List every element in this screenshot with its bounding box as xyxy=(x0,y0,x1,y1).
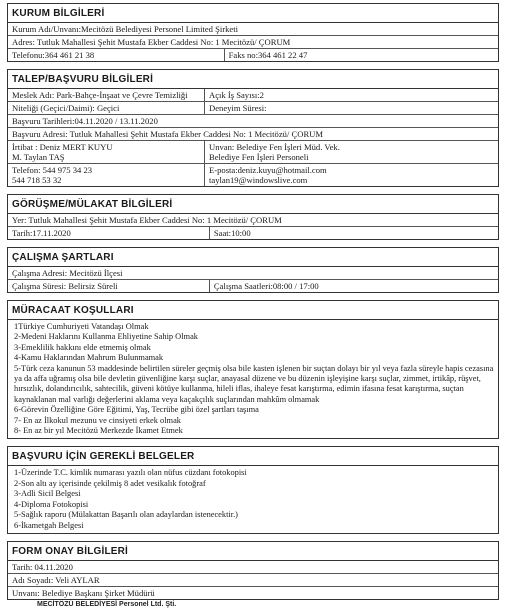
interview-section xyxy=(7,194,499,240)
application-address: Başvuru Adresi: Tutluk Mahallesi Şehit Mustafa Ekber Caddesi No: 1 Mecitözü/ ÇORUM xyxy=(12,129,324,139)
approval-section xyxy=(7,541,499,600)
work-duration: Çalışma Süresi: Belirsiz Süreli xyxy=(12,281,118,291)
documents-section xyxy=(7,446,499,533)
approval-title: FORM ONAY BİLGİLERİ xyxy=(8,542,498,561)
list-item: 7- En az İlkokul mezunu ve cinsiyeti erkek olmak xyxy=(14,415,181,425)
list-item: 6-Görevin Özelliğine Göre Eğitimi, Yaş, Tecrübe gibi özel şartları taşıma xyxy=(14,405,259,415)
list-item: 5-Türk ceza kanunun 53 maddesinde belirtilen süreler geçmiş olsa bile kasten işlenen bir suçtan dolayı bir yıl veya fazla süreyle hapis cezasına ya da affa uğramış olsa bile devletin güvenliğine karşı suçlar, anayasal düzene ve bu düzenin işleyişine karşı suçlar, zimmet, irtikâp, rüşvet, hırsızlık, dolandırıcılık, sahtecilik, güveni kötüye kullanma, hileli iflas, ihaleye fesat karıştırma, edimin ifasına fesat karıştırma, suçtan kaynaklanan mal varlığı değerlerini aklama veya kaçakçılık suçlarından mahkûm olmamak xyxy=(14,363,494,404)
application-section xyxy=(7,69,499,187)
contact-phones: Telefon: 544 975 34 23 544 718 53 32 xyxy=(12,165,93,185)
requirements-section xyxy=(7,300,499,439)
interview-place: Yer: Tutluk Mahallesi Şehit Mustafa Ekber Caddesi No: 1 Mecitözü/ ÇORUM xyxy=(12,215,282,225)
list-item: 8- En az bir yıl Mecitözü Merkezde İkamet Etmek xyxy=(14,426,183,436)
institution-fax: Faks no:364 461 22 47 xyxy=(224,49,498,61)
approver-name: Adı Soyadı: Veli AYLAR xyxy=(12,574,100,585)
open-positions: Açık İş Sayısı:2 xyxy=(204,89,498,101)
interview-time: Saat:10:00 xyxy=(209,227,498,239)
contact-emails: E-posta:deniz.kuyu@hotmail.com taylan19@windowslive.com xyxy=(204,164,498,186)
list-item: 5-Sağlık raporu (Mülakattan Başarılı olan adaylardan istenecektir.) xyxy=(14,510,238,520)
application-title: TALEP/BAŞVURU BİLGİLERİ xyxy=(8,70,498,89)
work-conditions-section xyxy=(7,247,499,293)
interview-title: GÖRÜŞME/MÜLAKAT BİLGİLERİ xyxy=(8,195,498,214)
company-stamp: MECİTÖZÜ BELEDİYESİ Personel Ltd. Şti. xyxy=(37,600,177,608)
list-item: 2-Son altı ay içerisinde çekilmiş 8 adet vesikalık fotoğraf xyxy=(14,478,206,488)
documents-list xyxy=(8,466,498,532)
contact-persons: İrtibat : Deniz MERT KUYU M. Taylan TAŞ xyxy=(12,142,113,162)
list-item: 1-Üzerinde T.C. kimlik numarası yazılı olan nüfus cüzdanı fotokopisi xyxy=(14,468,247,478)
list-item: 6-İkametgah Belgesi xyxy=(14,520,84,530)
list-item: 3-Emeklilik hakkını elde etmemiş olmak xyxy=(14,342,151,352)
institution-title: KURUM BİLGİLERİ xyxy=(8,4,498,23)
approval-date: Tarih: 04.11.2020 xyxy=(12,561,73,572)
contact-titles: Unvan: Belediye Fen İşleri Müd. Vek. Belediye Fen İşleri Personeli xyxy=(204,141,498,163)
employment-type: Niteliği (Geçici/Daimi): Geçici xyxy=(12,103,120,113)
requirements-list xyxy=(8,320,498,438)
interview-date: Tarih:17.11.2020 xyxy=(12,228,71,238)
list-item: 2-Medeni Haklarını Kullanma Ehliyetine Sahip Olmak xyxy=(14,332,198,342)
list-item: 4-Kamu Haklarından Mahrum Bulunmamak xyxy=(14,353,164,363)
work-hours: Çalışma Saatleri:08:00 / 17:00 xyxy=(209,280,498,292)
institution-phone: Telefonu:364 461 21 38 xyxy=(12,50,95,60)
list-item: 1Türkiye Cumhuriyeti Vatandaşı Olmak xyxy=(14,322,149,331)
institution-section xyxy=(7,3,499,62)
documents-title: BAŞVURU İÇİN GEREKLİ BELGELER xyxy=(8,447,498,466)
application-dates: Başvuru Tarihleri:04.11.2020 / 13.11.2020 xyxy=(12,116,158,126)
institution-address: Adres: Tutluk Mahallesi Şehit Mustafa Ekber Caddesi No: 1 Mecitözü/ ÇORUM xyxy=(12,37,291,47)
work-conditions-title: ÇALIŞMA ŞARTLARI xyxy=(8,248,498,267)
list-item: 4-Diploma Fotokopisi xyxy=(14,499,89,509)
job-posting-form xyxy=(7,3,499,608)
work-address: Çalışma Adresi: Mecitözü İlçesi xyxy=(12,268,123,278)
list-item: 3-Adli Sicil Belgesi xyxy=(14,489,81,499)
approver-title: Unvanı: Belediye Başkanı Şirket Müdürü xyxy=(12,587,155,598)
institution-name: Kurum Adı/Unvanı:Mecitözü Belediyesi Personel Limited Şirketi xyxy=(12,24,239,34)
experience-duration: Deneyim Süresi: xyxy=(204,102,498,114)
requirements-title: MÜRACAAT KOŞULLARI xyxy=(8,301,498,320)
occupation-name: Meslek Adı: Park-Bahçe-İnşaat ve Çevre Temizliği xyxy=(12,90,188,100)
